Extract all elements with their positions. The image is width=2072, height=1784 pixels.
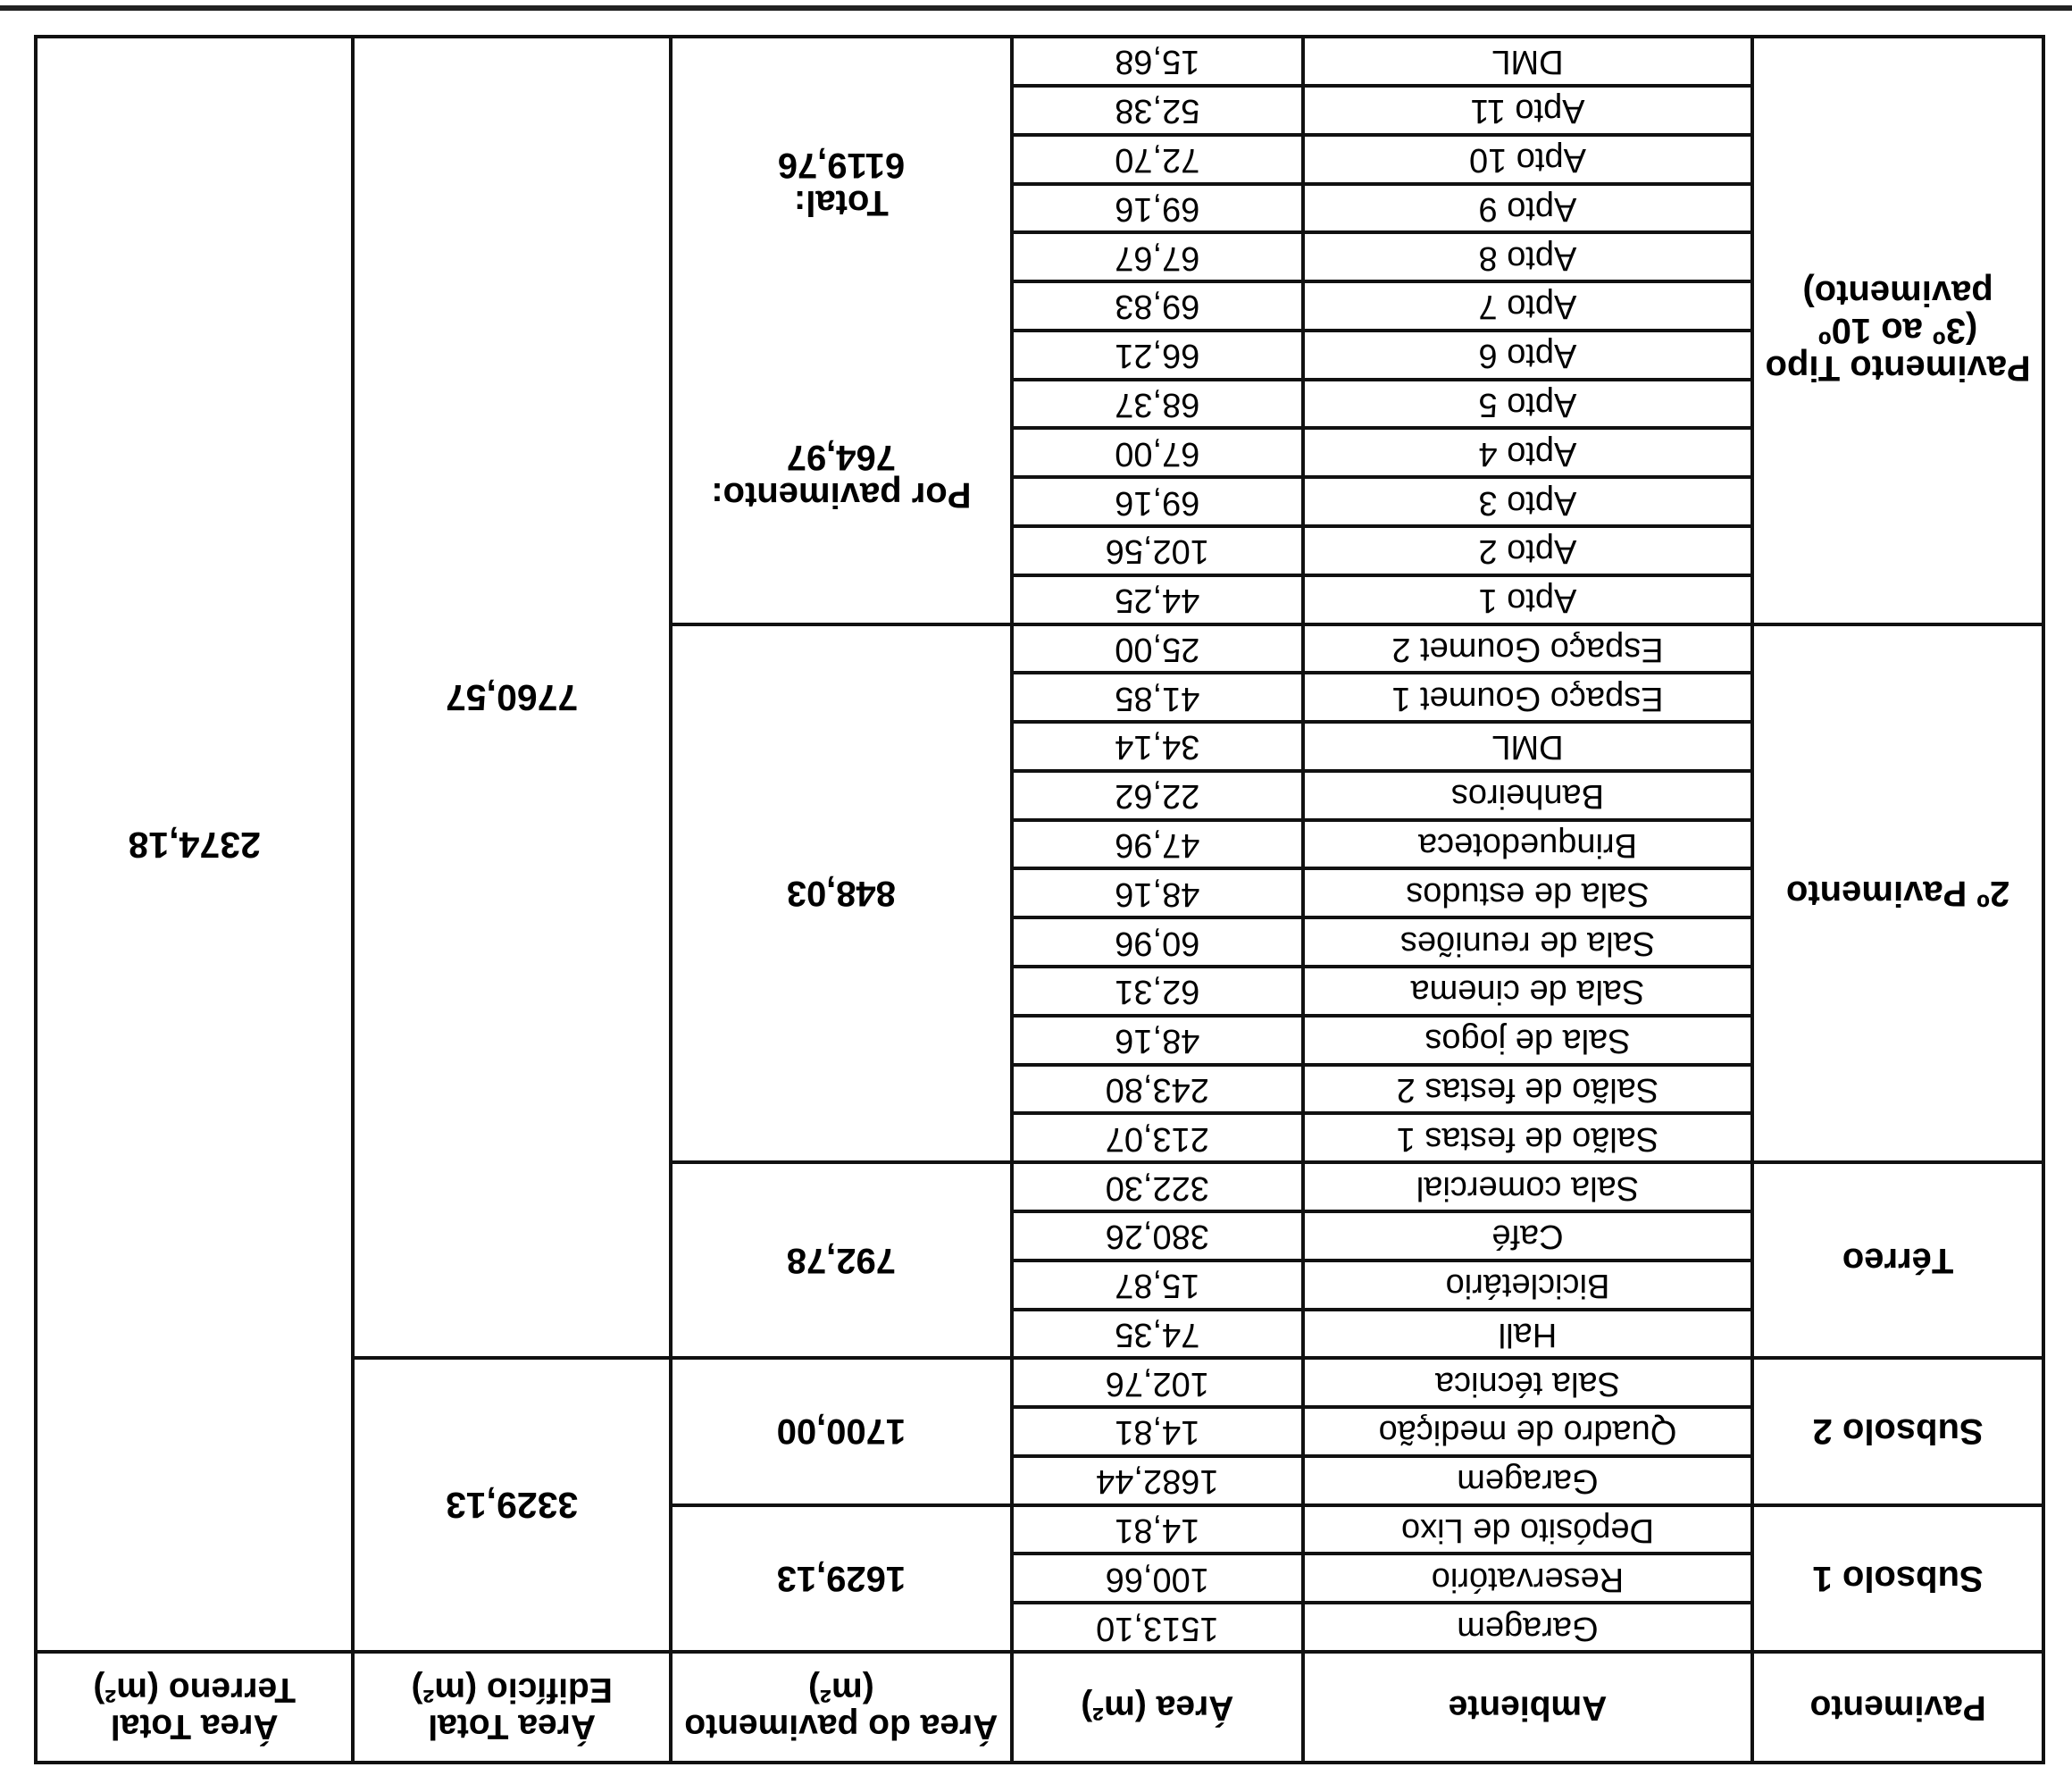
ambiente-cell: Sala de estudos <box>1303 869 1753 918</box>
ambiente-cell: Brinquedoteca <box>1303 820 1753 869</box>
per-floor-label: Por pavimento: <box>711 475 972 515</box>
ambiente-cell: Salão de festas 2 <box>1303 1065 1753 1114</box>
area-cell: 62,31 <box>1012 967 1303 1016</box>
ambiente-cell: Salão de festas 1 <box>1303 1113 1753 1162</box>
table-row <box>36 1603 2043 1652</box>
floor-total: 848,03 <box>671 624 1012 1163</box>
floor-name: Subsolo 2 <box>1752 1358 2043 1504</box>
ambiente-cell: Depósito de Lixo <box>1303 1505 1753 1554</box>
ambiente-cell: Sala de jogos <box>1303 1016 1753 1065</box>
ambiente-cell: Apto 9 <box>1303 184 1753 233</box>
ambiente-cell: Garagem <box>1303 1603 1753 1652</box>
ambiente-cell: Apto 5 <box>1303 380 1753 429</box>
area-cell: 15,87 <box>1012 1261 1303 1310</box>
ambiente-cell: Espaço Goumet 2 <box>1303 624 1753 674</box>
land-total: 2374,18 <box>36 37 353 1652</box>
area-cell: 100,66 <box>1012 1554 1303 1603</box>
ambiente-cell: Apto 4 <box>1303 428 1753 477</box>
floor-name: Subsolo 1 <box>1752 1505 2043 1652</box>
ambiente-cell: Quadro de medição <box>1303 1407 1753 1456</box>
header-area-pavimento: Área do pavimento (m²) <box>671 1652 1012 1763</box>
ambiente-cell: DML <box>1303 722 1753 771</box>
ambiente-cell: Apto 10 <box>1303 135 1753 184</box>
total-value: 6119,76 <box>777 146 906 186</box>
ambiente-cell: Apto 8 <box>1303 232 1753 281</box>
area-cell: 60,96 <box>1012 917 1303 967</box>
ambiente-cell: Apto 11 <box>1303 86 1753 135</box>
area-cell: 72,70 <box>1012 135 1303 184</box>
area-table <box>34 35 2045 1764</box>
area-cell: 14,81 <box>1012 1505 1303 1554</box>
area-cell: 102,56 <box>1012 526 1303 575</box>
area-cell: 69,16 <box>1012 477 1303 526</box>
ambiente-cell: Garagem <box>1303 1456 1753 1505</box>
ambiente-cell: Café <box>1303 1211 1753 1261</box>
ambiente-cell: Apto 2 <box>1303 526 1753 575</box>
area-cell: 34,14 <box>1012 722 1303 771</box>
floor-name: Térreo <box>1752 1162 2043 1358</box>
area-cell: 322,30 <box>1012 1162 1303 1211</box>
area-cell: 41,85 <box>1012 673 1303 722</box>
floor-total: 1700,00 <box>671 1358 1012 1504</box>
area-cell: 1513,10 <box>1012 1603 1303 1652</box>
area-cell: 14,81 <box>1012 1407 1303 1456</box>
ambiente-cell: Reservatório <box>1303 1554 1753 1603</box>
ambiente-cell: Sala de reuniões <box>1303 917 1753 967</box>
ambiente-cell: Banheiros <box>1303 771 1753 820</box>
area-cell: 48,16 <box>1012 869 1303 918</box>
area-cell: 66,21 <box>1012 331 1303 380</box>
area-cell: 102,76 <box>1012 1358 1303 1407</box>
area-cell: 69,16 <box>1012 184 1303 233</box>
area-cell: 1682,44 <box>1012 1456 1303 1505</box>
per-floor-value: 764,97 <box>786 438 897 478</box>
area-cell: 67,67 <box>1012 232 1303 281</box>
header-row <box>36 1652 2043 1763</box>
total-block <box>678 147 1005 222</box>
area-cell: 52,38 <box>1012 86 1303 135</box>
scan-edge-line <box>0 5 2072 11</box>
area-cell: 25,00 <box>1012 624 1303 674</box>
area-cell: 48,16 <box>1012 1016 1303 1065</box>
ambiente-cell: Espaço Goumet 1 <box>1303 673 1753 722</box>
floor-name: 2º Pavimento <box>1752 624 2043 1163</box>
header-area-edificio: Área Total Edifício (m²) <box>353 1652 670 1763</box>
building-total-subsolos: 3329,13 <box>353 1358 670 1652</box>
ambiente-cell: Apto 7 <box>1303 281 1753 331</box>
building-total-superior: 7760,57 <box>353 37 670 1358</box>
ambiente-cell: Sala de cinema <box>1303 967 1753 1016</box>
tipo-totals <box>678 38 1005 623</box>
area-cell: 22,62 <box>1012 771 1303 820</box>
ambiente-cell: Apto 3 <box>1303 477 1753 526</box>
area-cell: 68,37 <box>1012 380 1303 429</box>
header-ambiente: Ambiente <box>1303 1652 1753 1763</box>
total-label: Total: <box>793 183 889 223</box>
area-cell: 69,83 <box>1012 281 1303 331</box>
header-area: Área (m²) <box>1012 1652 1303 1763</box>
per-floor-block <box>678 439 1005 514</box>
area-cell: 15,68 <box>1012 37 1303 86</box>
area-cell: 67,00 <box>1012 428 1303 477</box>
ambiente-cell: Bicicletário <box>1303 1261 1753 1310</box>
area-cell: 47,96 <box>1012 820 1303 869</box>
ambiente-cell: Sala comercial <box>1303 1162 1753 1211</box>
floor-total-tipo <box>671 37 1012 624</box>
area-cell: 213,07 <box>1012 1113 1303 1162</box>
area-cell: 44,25 <box>1012 575 1303 624</box>
ambiente-cell: Apto 6 <box>1303 331 1753 380</box>
area-cell: 243,80 <box>1012 1065 1303 1114</box>
floor-total: 1629,13 <box>671 1505 1012 1652</box>
header-pavimento: Pavimento <box>1752 1652 2043 1763</box>
floor-total: 792,78 <box>671 1162 1012 1358</box>
ambiente-cell: Sala técnica <box>1303 1358 1753 1407</box>
area-cell: 380,26 <box>1012 1211 1303 1261</box>
area-cell: 74,35 <box>1012 1310 1303 1359</box>
ambiente-cell: DML <box>1303 37 1753 86</box>
ambiente-cell: Apto 1 <box>1303 575 1753 624</box>
header-area-terreno: Área Total Terreno (m²) <box>36 1652 353 1763</box>
ambiente-cell: Hall <box>1303 1310 1753 1359</box>
floor-name: Pavimento Tipo (3º ao 10º pavimento) <box>1752 37 2043 624</box>
